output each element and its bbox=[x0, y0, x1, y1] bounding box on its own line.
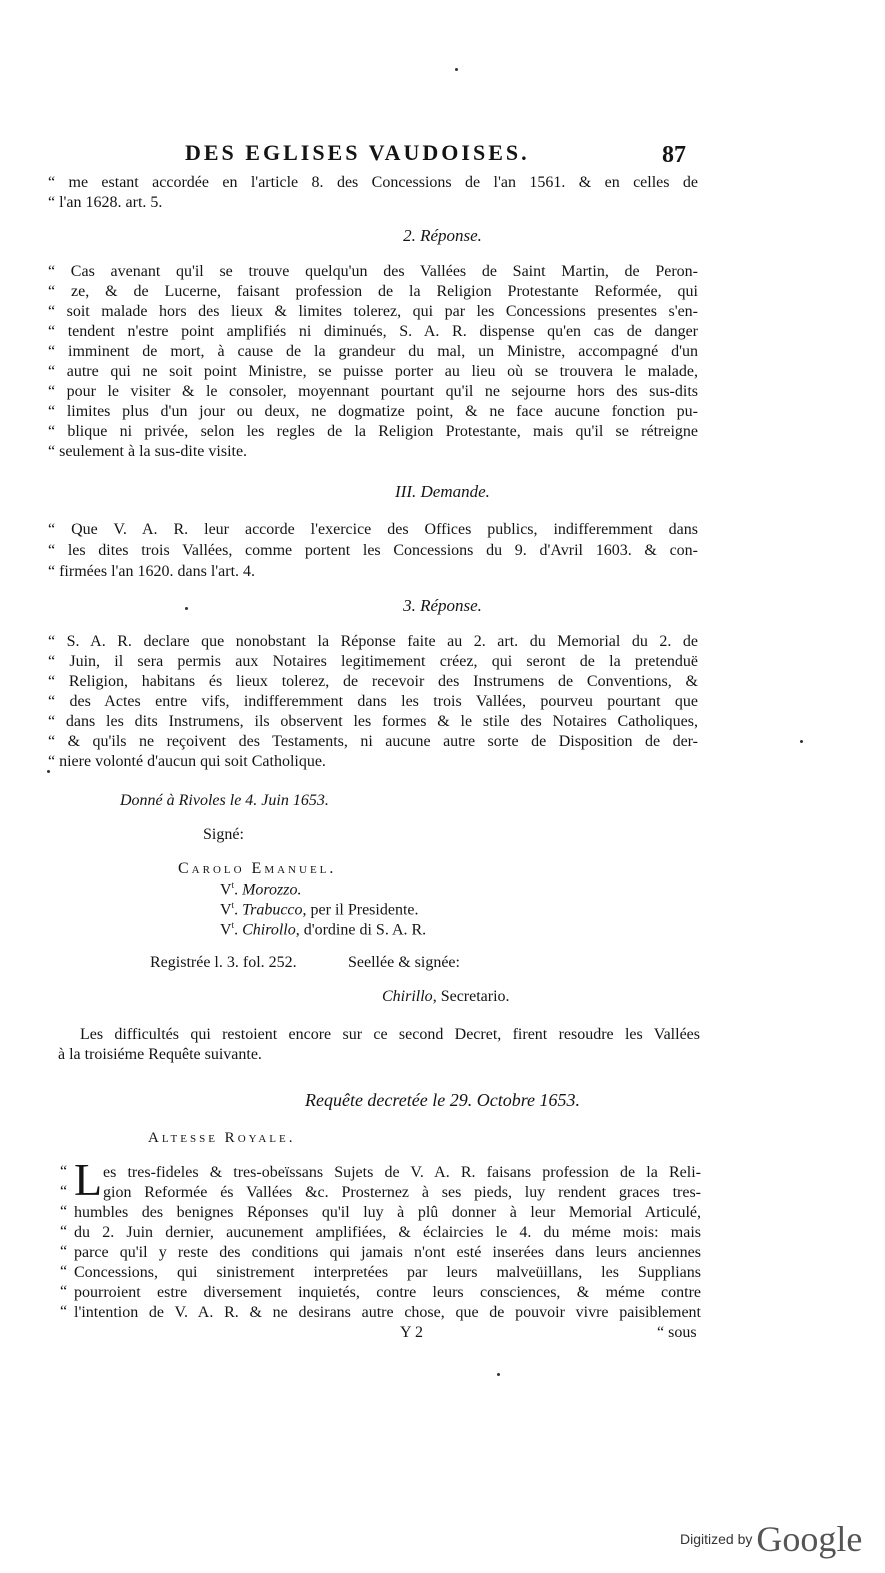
text-line: “ firmées l'an 1620. dans l'art. 4. bbox=[48, 563, 256, 580]
text-line: “ autre qui ne soit point Ministre, se puisse porter au lieu où se trouvera le malade, bbox=[48, 363, 698, 380]
digitized-by-google-watermark: Digitized by Google bbox=[680, 1519, 863, 1559]
given-at-line: Donné à Rivoles le 4. Juin 1653. bbox=[120, 792, 329, 809]
text-line: “ tendent n'estre point amplifiés ni diminués, S. A. R. dispense qu'en cas de danger bbox=[48, 323, 698, 340]
countersign-morozzo: $V^t$. Morozzo. bbox=[220, 880, 302, 899]
drop-cap: L bbox=[74, 1154, 103, 1205]
quote-mark: “ bbox=[60, 1203, 68, 1220]
text-line: “ limites plus d'un jour ou deux, ne dogmatize point, & ne face aucune fonction pu- bbox=[48, 403, 698, 420]
text-line: Les difficultés qui restoient encore sur ce second Decret, firent resoudre les Vallées bbox=[80, 1026, 700, 1043]
text-line: “ imminent de mort, à cause de la grandeur du mal, un Ministre, accompagné d'un bbox=[48, 343, 698, 360]
quote-mark: “ bbox=[60, 1303, 68, 1320]
text-line: “ pour le visiter & le consoler, moyennant pourtant qu'il ne sejourne hors des sus-dits bbox=[48, 383, 698, 400]
secretary-signature: Chirillo, Secretario. bbox=[382, 988, 510, 1005]
text-line: “ Que V. A. R. leur accorde l'exercice des Offices publics, indifferemment dans bbox=[48, 521, 698, 538]
text-line: “ me estant accordée en l'article 8. des Concessions de l'an 1561. & en celles de bbox=[48, 174, 698, 191]
countersign-chirollo: $V^t$. Chirollo, d'ordine di S. A. R. bbox=[220, 920, 427, 939]
text-line: “ soit malade hors des lieux & limites tolerez, qui par les Concessions presentes s'en- bbox=[48, 303, 698, 320]
text-line: “ seulement à la sus-dite visite. bbox=[48, 443, 248, 460]
text-line: Concessions, qui sinistrement interpretées par leurs malveüillans, les Supplians bbox=[74, 1264, 701, 1281]
signed-label: Signé: bbox=[203, 826, 244, 843]
text-line: humbles des benignes Réponses qu'il luy à plû donner à leur Memorial Articulé, bbox=[74, 1204, 701, 1221]
quote-mark: “ bbox=[60, 1183, 68, 1200]
quote-mark: “ bbox=[60, 1283, 68, 1300]
text-line: “ Religion, habitans és lieux tolerez, de recevoir des Instrumens de Conventions, & bbox=[48, 673, 698, 690]
text-line: gion Reformée és Vallées &c. Prosternez à ses pieds, luy rendent graces tres- bbox=[103, 1184, 701, 1201]
text-line: “ & qu'ils ne reçoivent des Testaments, ni aucune autre sorte de Disposition de der- bbox=[48, 733, 698, 750]
registration-note: Registrée l. 3. fol. 252. bbox=[150, 954, 297, 971]
text-line: à la troisiéme Requête suivante. bbox=[58, 1046, 262, 1063]
quote-mark: “ bbox=[60, 1223, 68, 1240]
quote-mark: “ bbox=[60, 1243, 68, 1260]
text-line: “ Juin, il sera permis aux Notaires legitimement créez, qui seront de la pretenduë bbox=[48, 653, 698, 670]
signature-mark: Y 2 bbox=[400, 1324, 423, 1341]
text-line: du 2. Juin dernier, aucunement amplifiées, & éclaircies le 4. du méme mois: mais bbox=[74, 1224, 701, 1241]
text-line: “ dans les dits Instrumens, ils observent les formes & le stile des Notaires Catholiques, bbox=[48, 713, 698, 730]
ink-speck bbox=[497, 1373, 500, 1376]
text-line: “ les dites trois Vallées, comme portent les Concessions du 9. d'Avril 1603. & con- bbox=[48, 542, 698, 559]
section-heading-demande-3: III. Demande. bbox=[395, 482, 490, 501]
text-line: “ Cas avenant qu'il se trouve quelqu'un des Vallées de Saint Martin, de Peron- bbox=[48, 263, 698, 280]
text-line: “ S. A. R. declare que nonobstant la Réponse faite au 2. art. du Memorial du 2. de bbox=[48, 633, 698, 650]
countersign-trabucco: $V^t$. Trabucco, per il Presidente. bbox=[220, 900, 419, 919]
page-number: 87 bbox=[662, 142, 686, 168]
section-heading-reponse-2: 2. Réponse. bbox=[403, 226, 482, 245]
ink-speck bbox=[800, 740, 803, 743]
text-line: “ des Actes entre vifs, indifferemment dans les trois Vallées, pourveu pourtant que bbox=[48, 693, 698, 710]
section-heading-reponse-3: 3. Réponse. bbox=[403, 596, 482, 615]
text-line: l'intention de V. A. R. & ne desirans autre chose, que de pouvoir vivre paisiblement bbox=[74, 1304, 701, 1321]
running-header: DES EGLISES VAUDOISES. bbox=[185, 140, 530, 165]
ink-speck bbox=[455, 68, 458, 71]
seal-note: Seellée & signée: bbox=[348, 954, 460, 971]
quote-mark: “ bbox=[60, 1263, 68, 1280]
text-line: parce qu'il y reste des conditions qui jamais n'ont esté inserées dans leurs anciennes bbox=[74, 1244, 701, 1261]
quote-mark: “ bbox=[60, 1163, 68, 1180]
section-heading-requete: Requête decretée le 29. Octobre 1653. bbox=[304, 1090, 581, 1110]
text-line: “ ze, & de Lucerne, faisant profession de la Religion Protestante Reformée, qui bbox=[48, 283, 698, 300]
addressee: Altesse Royale. bbox=[148, 1130, 296, 1146]
text-line: “ l'an 1628. art. 5. bbox=[48, 194, 163, 211]
text-line: pourroient estre diversement inquietés, contre leurs consciences, & méme contre bbox=[74, 1284, 701, 1301]
duke-signature: Carolo Emanuel. bbox=[178, 860, 337, 877]
text-line: es tres-fideles & tres-obeïssans Sujets de V. A. R. faisans profession de la Reli- bbox=[103, 1164, 701, 1181]
text-line: “ niere volonté d'aucun qui soit Catholique. bbox=[48, 753, 326, 770]
catchword: “ sous bbox=[657, 1324, 697, 1341]
text-line: “ blique ni privée, selon les regles de la Religion Protestante, mais qu'il se rétreigne bbox=[48, 423, 698, 440]
